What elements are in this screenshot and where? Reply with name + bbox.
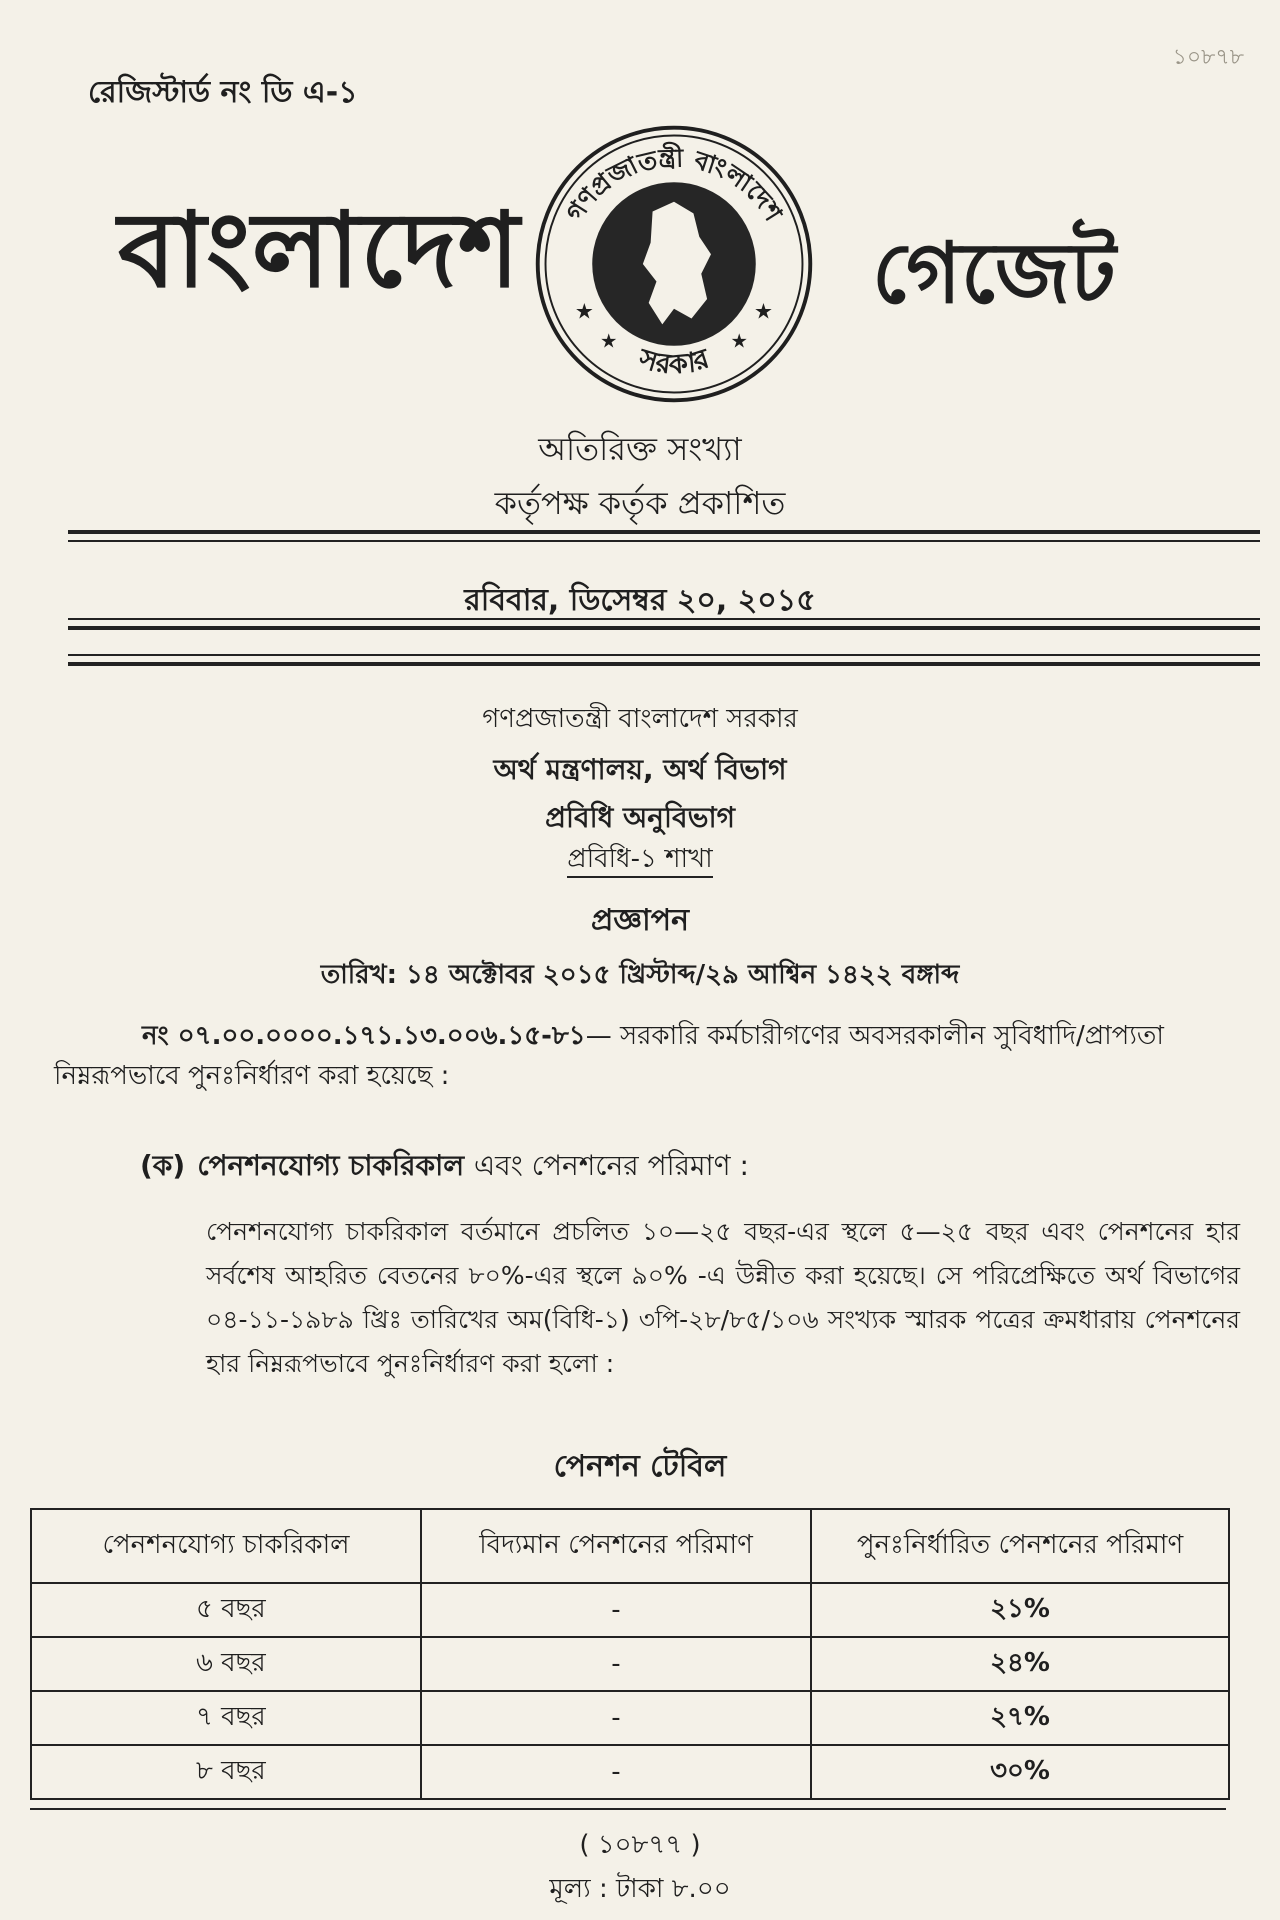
- existing-pension-cell: -: [421, 1691, 811, 1745]
- divider: [68, 618, 1260, 620]
- seal-top-text: গণপ্রজাতন্ত্রী বাংলাদেশ: [560, 143, 788, 227]
- service-period-cell: ৬ বছর: [31, 1637, 421, 1691]
- notice-intro-paragraph: [54, 1016, 1240, 1096]
- published-by-label: কর্তৃপক্ষ কর্তৃক প্রকাশিত: [494, 484, 786, 522]
- seal-star-icon: ★: [600, 329, 618, 353]
- table-header-cell: পুনঃনির্ধারিত পেনশনের পরিমাণ: [811, 1509, 1229, 1583]
- seal-star-icon: ★: [574, 299, 594, 325]
- table-header-cell: বিদ্যমান পেনশনের পরিমাণ: [421, 1509, 811, 1583]
- section-body-paragraph: পেনশনযোগ্য চাকরিকাল বর্তমানে প্রচলিত ১০—২৫ বছর-এর স্থলে ৫—২৫ বছর এবং পেনশনের হার সর্বশেষ আহরিত বেতনের ৮০%-এর স্থলে ৯০% -এ উন্নীত করা হয়েছে। সে পরিপ্রেক্ষিতে অর্থ বিভাগের ০৪-১১-১৯৮৯ খ্রিঃ তারিখের অম(বিধি-১) ৩পি-২৮/৮৫/১০৬ সংখ্যক স্মারক পত্রের ক্রমধারায় পেনশনের হার নিম্নরূপভাবে পুনঃনির্ধারণ করা হলো :: [206, 1217, 1240, 1378]
- divider: [68, 662, 1260, 666]
- divider: [68, 530, 1260, 534]
- masthead-bangladesh: বাংলাদেশ: [118, 189, 521, 311]
- pension-table: [30, 1508, 1230, 1800]
- notice-intro-text: — সরকারি কর্মচারীগণের অবসরকালীন সুবিধাদি/প্রাপ্যতা নিম্নরূপভাবে পুনঃনির্ধারণ করা হয়েছে :: [54, 1021, 1164, 1091]
- revised-pension-cell: ২৭%: [811, 1691, 1229, 1745]
- existing-pension-cell: -: [421, 1745, 811, 1799]
- seal-bottom-text: সরকার: [635, 343, 713, 381]
- extra-issue-label: অতিরিক্ত সংখ্যা: [538, 430, 742, 468]
- masthead-gazette: গেজেট: [872, 224, 1116, 322]
- table-row: [31, 1745, 1229, 1799]
- table-row: [31, 1583, 1229, 1637]
- table-row: [31, 1637, 1229, 1691]
- branch-name: [0, 838, 1280, 882]
- service-period-cell: ৫ বছর: [31, 1583, 421, 1637]
- government-seal: [528, 118, 820, 410]
- footer-divider: [30, 1808, 1226, 1810]
- section-label: (ক): [140, 1149, 186, 1182]
- svg-text:সরকার: [634, 343, 714, 381]
- registration-number: রেজিস্টার্ড নং ডি এ-১: [88, 75, 358, 110]
- service-period-cell: ৮ বছর: [31, 1745, 421, 1799]
- seal-star-icon: ★: [730, 329, 748, 353]
- service-period-cell: ৭ বছর: [31, 1691, 421, 1745]
- seal-emblem-icon: [528, 118, 820, 410]
- ministry-name: অর্থ মন্ত্রণালয়, অর্থ বিভাগ: [493, 753, 787, 786]
- pension-table-title: পেনশন টেবিল: [553, 1449, 727, 1484]
- divider: [68, 540, 1260, 542]
- existing-pension-cell: -: [421, 1583, 811, 1637]
- divider: [68, 654, 1260, 656]
- existing-pension-cell: -: [421, 1637, 811, 1691]
- table-row: [31, 1691, 1229, 1745]
- page-number: ( ১০৮৭৭ ): [579, 1830, 701, 1860]
- revised-pension-cell: ৩০%: [811, 1745, 1229, 1799]
- table-header-row: [31, 1509, 1229, 1583]
- government-name: গণপ্রজাতন্ত্রী বাংলাদেশ সরকার: [482, 704, 798, 734]
- revised-pension-cell: ২৪%: [811, 1637, 1229, 1691]
- corner-page-number: ১০৮৭৮: [1172, 45, 1244, 70]
- divider: [68, 626, 1260, 630]
- branch-name-text: প্রবিধি-১ শাখা: [567, 844, 712, 878]
- section-heading: [140, 1144, 749, 1191]
- section-heading-bold: পেনশনযোগ্য চাকরিকাল: [197, 1149, 465, 1182]
- section-heading-rest: এবং পেনশনের পরিমাণ :: [473, 1149, 749, 1182]
- table-header-cell: পেনশনযোগ্য চাকরিকাল: [31, 1509, 421, 1583]
- division-name: প্রবিধি অনুবিভাগ: [545, 801, 735, 834]
- notice-title: প্রজ্ঞাপন: [590, 903, 690, 938]
- seal-star-icon: ★: [753, 299, 774, 325]
- notice-date: তারিখ: ১৪ অক্টোবর ২০১৫ খ্রিস্টাব্দ/২৯ আশ্বিন ১৪২২ বঙ্গাব্দ: [320, 960, 960, 990]
- price-label: মূল্য : টাকা ৮.০০: [549, 1874, 731, 1904]
- issue-date: রবিবার, ডিসেম্বর ২০, ২০১৫: [464, 583, 816, 618]
- revised-pension-cell: ২১%: [811, 1583, 1229, 1637]
- notice-reference-number: নং ০৭.০০.০০০০.১৭১.১৩.০০৬.১৫-৮১: [142, 1021, 586, 1051]
